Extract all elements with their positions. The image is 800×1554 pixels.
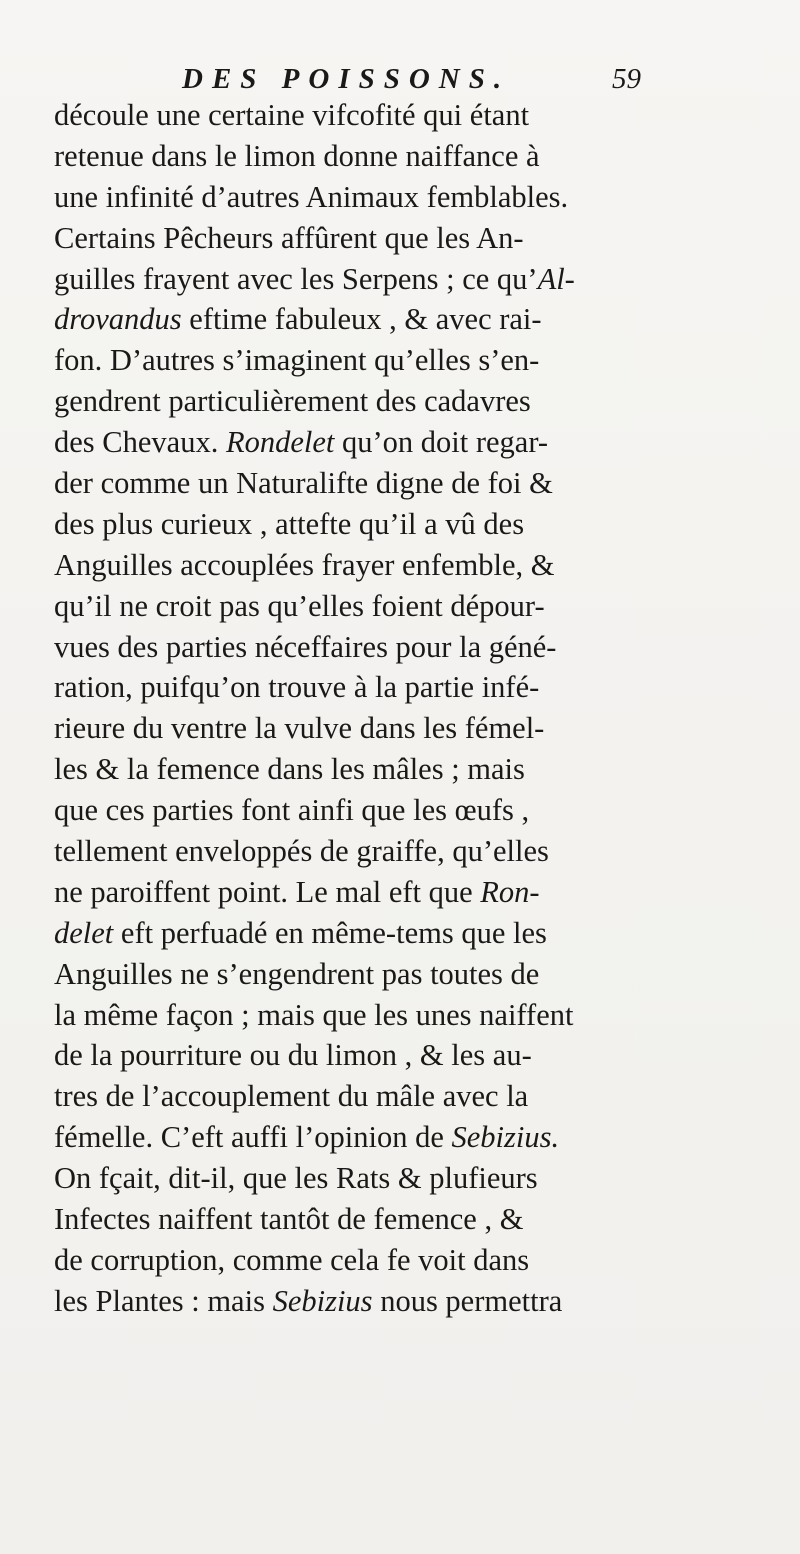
italic-name: Sebizius — [272, 1283, 373, 1318]
text-segment: des Chevaux. — [54, 425, 226, 460]
italic-name: Al- — [537, 261, 575, 296]
running-title: DES POISSONS. — [182, 63, 511, 95]
text-line — [54, 504, 774, 545]
italic-name: Rondelet — [225, 425, 335, 460]
text-line — [54, 95, 774, 136]
text-line — [54, 627, 774, 668]
text-segment: les Plantes : mais — [54, 1283, 273, 1318]
text-segment: les & la femence dans les mâles ; mais — [54, 752, 525, 787]
text-segment: nous permettra — [372, 1283, 563, 1318]
text-segment: fémelle. C’eft auffi l’opinion de — [54, 1120, 452, 1155]
text-line — [54, 299, 774, 340]
text-segment: gendrent particulièrement des cadavres — [54, 384, 531, 419]
text-line — [54, 1281, 774, 1322]
text-line — [54, 177, 774, 218]
text-line — [54, 340, 774, 381]
text-segment: guilles frayent avec les Serpens ; ce qu’ — [54, 261, 538, 296]
text-line — [54, 545, 774, 586]
text-line — [54, 586, 774, 627]
body-text — [54, 95, 774, 1322]
text-line — [54, 749, 774, 790]
text-segment: Anguilles ne s’engendrent pas toutes de — [54, 956, 540, 991]
text-segment: la même façon ; mais que les unes naiffent — [54, 997, 574, 1032]
text-line — [54, 1076, 774, 1117]
text-segment: rieure du ventre la vulve dans les fémel- — [54, 711, 545, 746]
italic-name: Ron- — [480, 874, 540, 909]
text-line — [54, 708, 774, 749]
text-segment: une infinité d’autres Animaux femblables. — [54, 179, 569, 214]
text-line — [54, 1035, 774, 1076]
text-line — [54, 995, 774, 1036]
italic-name: drovandus — [54, 302, 182, 337]
text-line — [54, 1117, 774, 1158]
text-segment: Infectes naiffent tantôt de femence , & — [54, 1202, 524, 1237]
text-line — [54, 1199, 774, 1240]
text-line — [54, 259, 774, 300]
text-line — [54, 218, 774, 259]
text-segment: ration, puifqu’on trouve à la partie infé- — [54, 670, 540, 705]
text-segment: qu’il ne croit pas qu’elles foient dépour- — [54, 588, 545, 623]
text-segment: que ces parties font ainfi que les œufs , — [54, 793, 530, 828]
text-line — [54, 136, 774, 177]
text-segment: découle une certaine vifcofité qui étant — [54, 98, 530, 132]
page-number: 59 — [612, 63, 641, 95]
text-segment: qu’on doit regar- — [334, 425, 549, 460]
text-segment: der comme un Naturalifte digne de foi & — [54, 466, 553, 501]
text-segment: retenue dans le limon donne naiffance à — [54, 138, 540, 173]
text-segment: ne paroiffent point. Le mal eft que — [54, 874, 481, 909]
text-segment: vues des parties néceffaires pour la géné- — [54, 629, 557, 664]
text-segment: des plus curieux , attefte qu’il a vû des — [54, 506, 525, 541]
text-segment: tres de l’accouplement du mâle avec la — [54, 1079, 529, 1114]
italic-name: delet — [54, 915, 114, 950]
italic-name: Sebizius. — [451, 1120, 560, 1155]
text-segment: de la pourriture ou du limon , & les au- — [54, 1038, 532, 1073]
text-line — [54, 1240, 774, 1281]
text-segment: tellement enveloppés de graiffe, qu’elles — [54, 834, 549, 869]
text-line — [54, 667, 774, 708]
text-segment: fon. D’autres s’imaginent qu’elles s’en- — [54, 343, 540, 378]
text-segment: Certains Pêcheurs affûrent que les An- — [54, 220, 524, 255]
text-line — [54, 913, 774, 954]
text-segment: de corruption, comme cela fe voit dans — [54, 1242, 530, 1277]
text-segment: eft perfuadé en même-tems que les — [113, 915, 547, 950]
text-line — [54, 381, 774, 422]
text-line — [54, 872, 774, 913]
text-line — [54, 422, 774, 463]
text-segment: Anguilles accouplées frayer enfemble, & — [54, 547, 555, 582]
text-line — [54, 954, 774, 995]
text-line — [54, 463, 774, 504]
text-segment: eftime fabuleux , & avec rai- — [181, 302, 542, 337]
text-segment: On fçait, dit-il, que les Rats & plufieurs — [54, 1161, 538, 1196]
text-line — [54, 1158, 774, 1199]
text-line — [54, 831, 774, 872]
text-line — [54, 790, 774, 831]
